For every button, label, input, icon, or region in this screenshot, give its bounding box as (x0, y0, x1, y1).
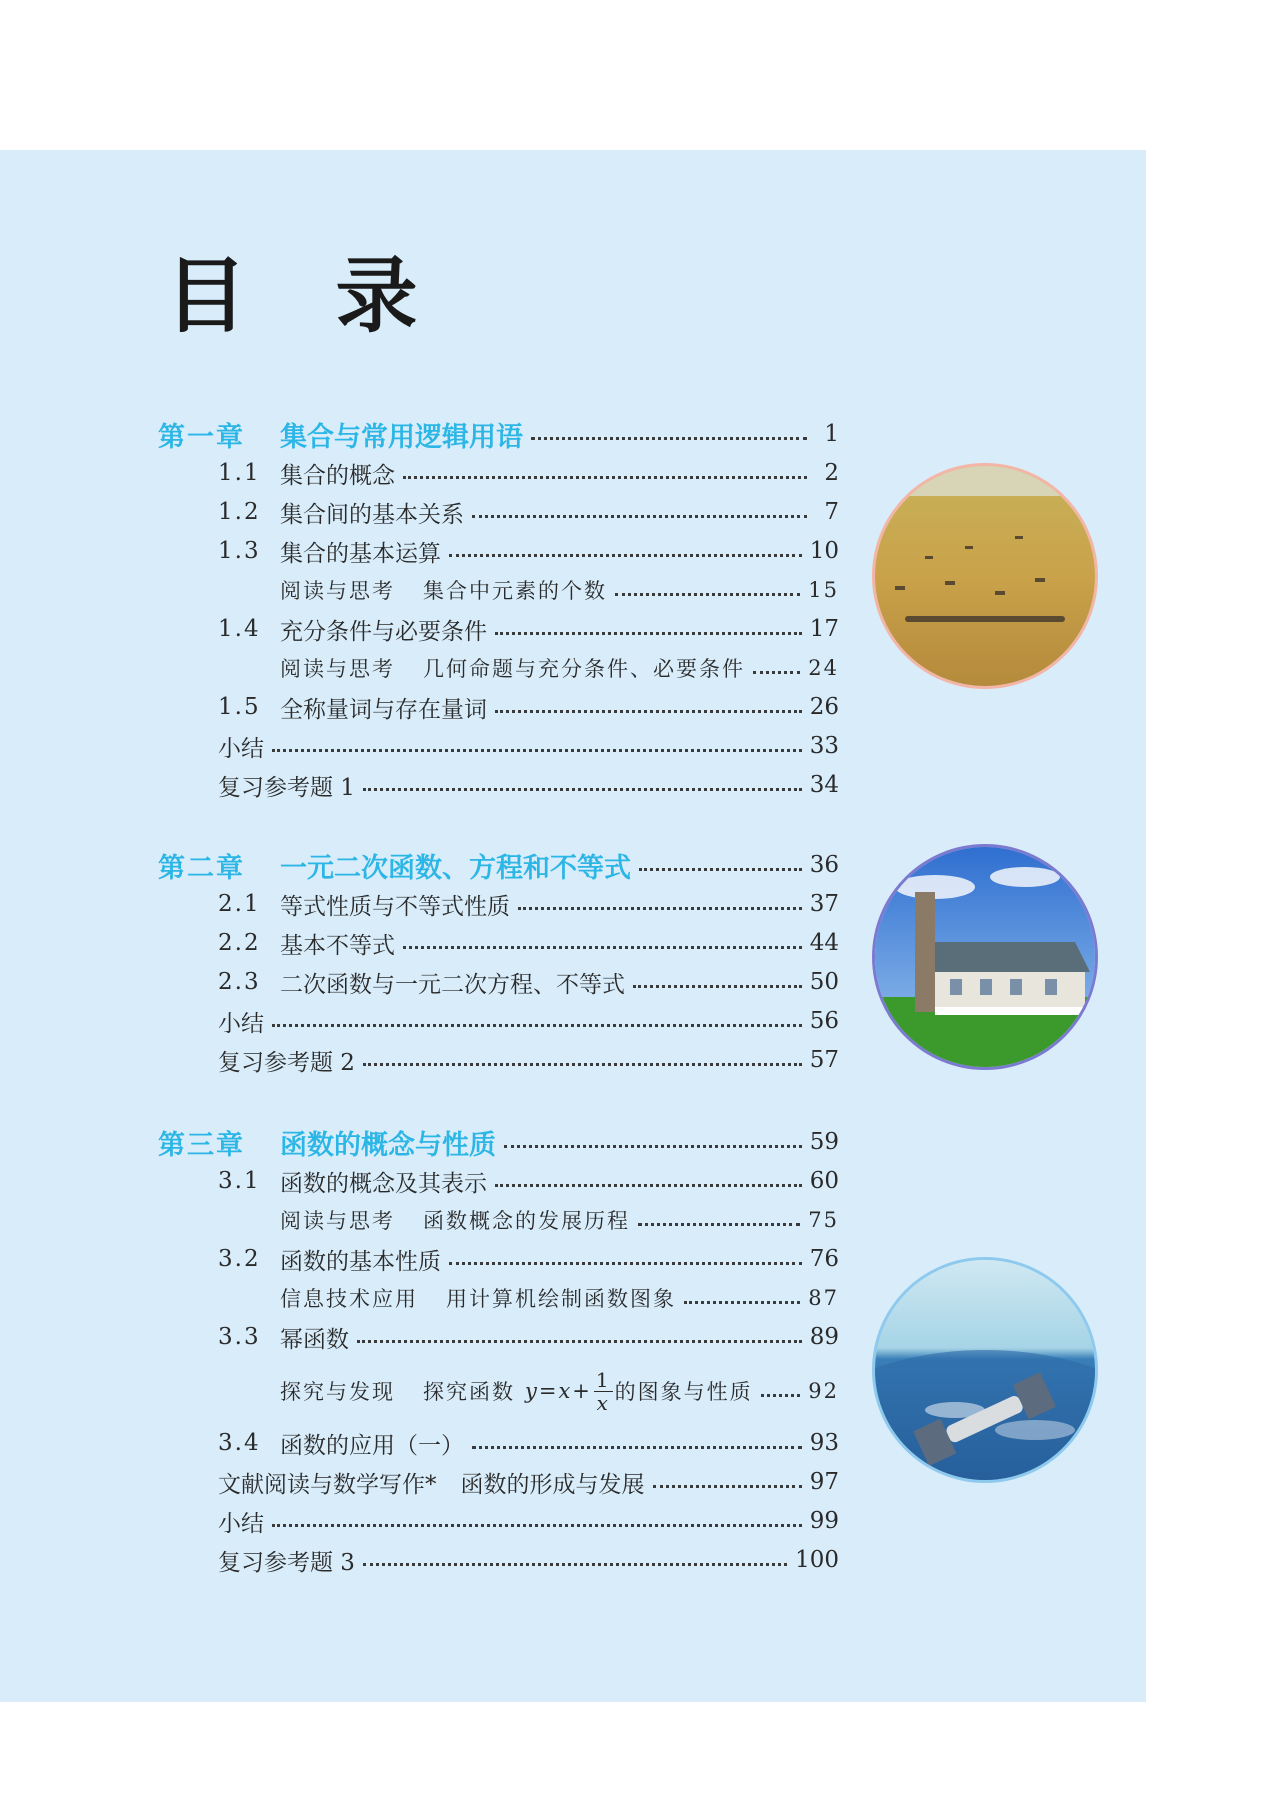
chapter-title: 函数的概念与性质 (280, 1129, 496, 1161)
chapter-3-row (158, 1124, 839, 1160)
leader-dots (272, 1524, 802, 1527)
feature-title: 探究函数 (423, 1380, 515, 1404)
page-number: 37 (809, 891, 839, 917)
section-title: 复习参考题 3 (218, 1549, 355, 1576)
page-number: 15 (808, 578, 839, 602)
section-title: 复习参考题 2 (218, 1049, 355, 1076)
page-number: 56 (809, 1008, 839, 1034)
toc-subentry (280, 572, 839, 608)
leader-dots (449, 1262, 802, 1265)
leader-dots (761, 1394, 801, 1397)
chapter-1-row (158, 416, 839, 452)
chapter-2-row (158, 847, 839, 883)
leader-dots (518, 907, 802, 910)
feature-kind: 阅读与思考 (280, 657, 395, 681)
section-title: 小结 (218, 735, 264, 762)
leader-dots (495, 1184, 802, 1187)
section-title: 集合的概念 (280, 462, 395, 489)
page-number: 99 (809, 1508, 839, 1534)
page-number: 89 (809, 1324, 839, 1350)
toc-subentry (280, 650, 839, 686)
toc-entry (218, 533, 839, 569)
toc-entry (218, 1425, 839, 1461)
section-number: 2.1 (218, 891, 261, 917)
page-number: 34 (809, 772, 839, 798)
page-number: 1 (824, 421, 839, 447)
toc-entry (218, 728, 839, 764)
section-number: 3.3 (218, 1324, 261, 1350)
toc-entry (218, 1503, 839, 1539)
page-number: 76 (809, 1246, 839, 1272)
section-title: 函数的应用（一） (280, 1432, 464, 1459)
savanna-photo (875, 466, 1095, 686)
page-number: 60 (809, 1168, 839, 1194)
page-title: 目 录 (165, 248, 448, 344)
section-number: 1.4 (218, 616, 261, 642)
toc-entry (218, 689, 839, 725)
section-number: 3.2 (218, 1246, 261, 1272)
toc-entry (218, 1163, 839, 1199)
fraction-numerator: 1 (595, 1367, 611, 1392)
section-title: 全称量词与存在量词 (280, 696, 487, 723)
leader-dots (472, 1446, 802, 1449)
leader-dots (684, 1301, 800, 1304)
page-number: 92 (808, 1379, 839, 1403)
leader-dots (449, 554, 802, 557)
section-number: 1.2 (218, 499, 261, 525)
section-title: 幂函数 (280, 1326, 349, 1353)
leader-dots (272, 749, 802, 752)
feature-title: 集合中元素的个数 (423, 579, 607, 603)
chapter-label: 第三章 (158, 1129, 245, 1161)
toc-entry (218, 964, 839, 1000)
page-number: 36 (809, 852, 839, 878)
section-number: 2.2 (218, 930, 261, 956)
section-title: 函数的概念及其表示 (280, 1170, 487, 1197)
leader-dots (653, 1485, 802, 1488)
section-number: 1.3 (218, 538, 261, 564)
page-number: 97 (809, 1469, 839, 1495)
page-number: 44 (809, 930, 839, 956)
toc-entry (218, 1542, 839, 1578)
toc-entry (218, 1241, 839, 1277)
section-title: 集合间的基本关系 (280, 501, 464, 528)
leader-dots (753, 671, 800, 674)
feature-title: 几何命题与充分条件、必要条件 (423, 657, 745, 681)
section-title: 文献阅读与数学写作* (218, 1471, 437, 1498)
toc-entry (218, 1319, 839, 1355)
feature-kind: 阅读与思考 (280, 1209, 395, 1233)
section-number: 2.3 (218, 969, 261, 995)
section-number: 3.1 (218, 1168, 261, 1194)
leader-dots (638, 1223, 800, 1226)
chapter-title: 集合与常用逻辑用语 (280, 421, 523, 453)
section-title: 小结 (218, 1510, 264, 1537)
leader-dots (472, 515, 807, 518)
section-title: 复习参考题 1 (218, 774, 355, 801)
house-photo (875, 847, 1095, 1067)
page-number: 7 (824, 499, 839, 525)
page-number: 59 (809, 1129, 839, 1155)
section-title-secondary: 函数的形成与发展 (460, 1471, 645, 1498)
fraction-denominator: x (596, 1390, 610, 1415)
page-number: 26 (809, 694, 839, 720)
toc-entry (218, 1003, 839, 1039)
toc-entry (218, 1042, 839, 1078)
toc-entry (218, 925, 839, 961)
section-number: 3.4 (218, 1430, 261, 1456)
page-number: 33 (809, 733, 839, 759)
page-number: 10 (809, 538, 839, 564)
page-number: 100 (795, 1547, 839, 1573)
leader-dots (363, 788, 802, 791)
feature-kind: 阅读与思考 (280, 579, 395, 603)
page-number: 87 (808, 1286, 839, 1310)
leader-dots (363, 1063, 802, 1066)
leader-dots (363, 1563, 787, 1566)
leader-dots (272, 1024, 802, 1027)
page-number: 2 (824, 460, 839, 486)
toc-entry (218, 611, 839, 647)
leader-dots (403, 946, 802, 949)
page-number: 93 (809, 1430, 839, 1456)
leader-dots (504, 1145, 802, 1148)
section-title: 二次函数与一元二次方程、不等式 (280, 971, 625, 998)
feature-title: 用计算机绘制函数图象 (446, 1287, 676, 1311)
leader-dots (495, 710, 802, 713)
leader-dots (403, 476, 807, 479)
toc-entry (218, 767, 839, 803)
toc-entry (218, 1464, 839, 1500)
page-number: 24 (808, 656, 839, 680)
section-title: 等式性质与不等式性质 (280, 893, 510, 920)
leader-dots (531, 437, 807, 440)
leader-dots (495, 632, 802, 635)
space-station-photo (875, 1260, 1095, 1480)
section-title: 基本不等式 (280, 932, 395, 959)
toc-entry (218, 886, 839, 922)
leader-dots (615, 593, 800, 596)
feature-kind: 探究与发现 (280, 1380, 395, 1404)
leader-dots (633, 985, 802, 988)
toc-entry (218, 494, 839, 530)
section-title: 集合的基本运算 (280, 540, 441, 567)
page-number: 17 (809, 616, 839, 642)
chapter-label: 第一章 (158, 421, 245, 453)
chapter-label: 第二章 (158, 852, 245, 884)
page-number: 50 (809, 969, 839, 995)
toc-subentry (280, 1280, 839, 1316)
feature-title: 函数概念的发展历程 (423, 1209, 630, 1233)
toc-entry (218, 455, 839, 491)
section-number: 1.5 (218, 694, 261, 720)
section-number: 1.1 (218, 460, 261, 486)
feature-title-suffix: 的图象与性质 (614, 1380, 753, 1404)
toc-subentry (280, 1202, 839, 1238)
section-title: 充分条件与必要条件 (280, 618, 487, 645)
math-expression: y=x+ (525, 1379, 592, 1403)
fraction (594, 1367, 613, 1415)
section-title: 函数的基本性质 (280, 1248, 441, 1275)
toc-subentry (280, 1366, 839, 1416)
feature-kind: 信息技术应用 (280, 1287, 418, 1311)
chapter-title: 一元二次函数、方程和不等式 (280, 852, 631, 884)
page-number: 75 (808, 1208, 839, 1232)
leader-dots (639, 868, 802, 871)
leader-dots (357, 1340, 802, 1343)
section-title: 小结 (218, 1010, 264, 1037)
page-number: 57 (809, 1047, 839, 1073)
